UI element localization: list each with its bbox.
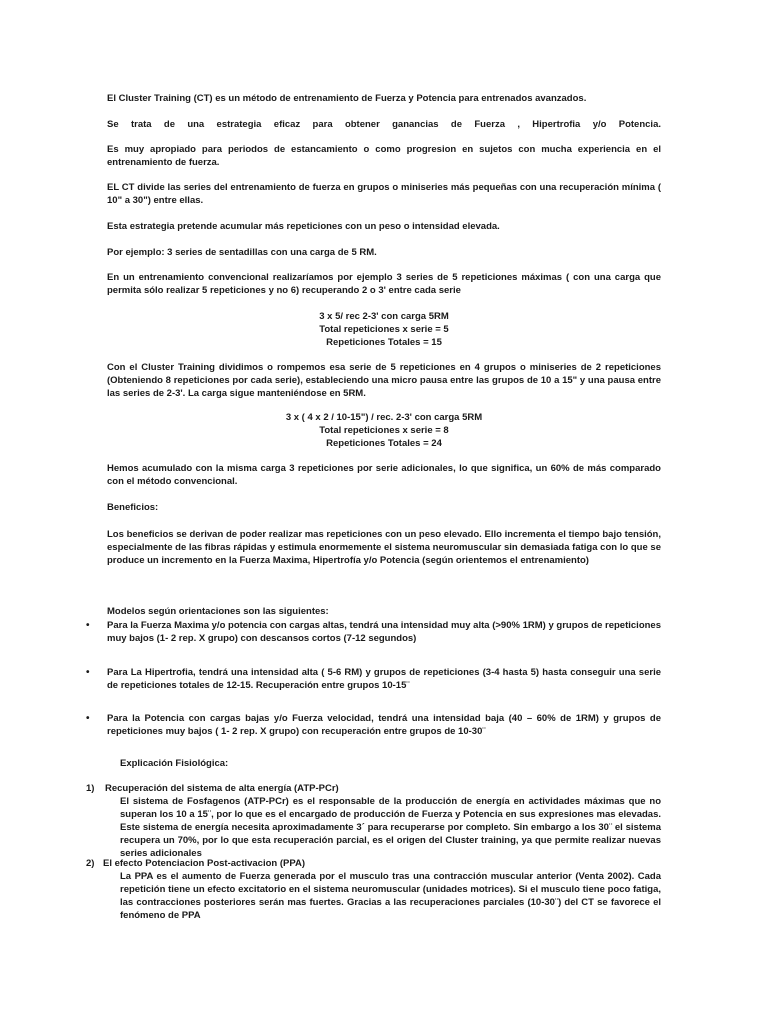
cluster-paragraph: Con el Cluster Training dividimos o rompemos esa serie de 5 repeticiones en 4 grupos o miniseries de 2 repeticiones (Obteniendo 8 repeticiones por cada serie), estableciendo una micro pausa entre las grupos de 10 a 15" y una pausa entre las series de 2-3'. La carga sigue manteniéndose en 5RM. xyxy=(107,362,661,400)
physiology-heading: Explicación Fisiológica: xyxy=(120,758,229,769)
ppa-body: La PPA es el aumento de Fuerza generada por el musculo tras una contracción muscular anterior (Venta 2002). Cada repetición tiene un efecto excitatorio en el sistema neuromuscular (unidades motrices). Si el musculo tiene poco fatiga, las contracciones posteriores serán mas fuertes. Gracias a las recuperaciones parciales (10-30¨) del CT se favorece el fenómeno de PPA xyxy=(120,871,661,921)
ct-divides-paragraph: EL CT divide las series del entrenamiento de fuerza en grupos o miniseries más pequeñas con una recuperación mínima ( 10" a 30") entre ellas. xyxy=(107,182,661,207)
list-number: 1) xyxy=(86,783,95,794)
formula-line: Repeticiones Totales = 15 xyxy=(326,337,442,348)
intro-paragraph: El Cluster Training (CT) es un método de entrenamiento de Fuerza y Potencia para entrenados avanzados. xyxy=(107,93,587,104)
example-paragraph: Por ejemplo: 3 series de sentadillas con una carga de 5 RM. xyxy=(107,247,377,258)
accumulated-paragraph: Hemos acumulado con la misma carga 3 repeticiones por serie adicionales, lo que significa, un 60% de más comparado con el método convencional. xyxy=(107,463,661,488)
model-strength-item: Para la Fuerza Maxima y/o potencia con cargas altas, tendrá una intensidad muy alta (>90% 1RM) y grupos de repeticiones muy bajos (1- 2 rep. X grupo) con descansos cortos (7-12 segundos) xyxy=(107,620,661,645)
model-power-item: Para la Potencia con cargas bajas y/o Fuerza velocidad, tendrá una intensidad baja (40 – 60% de 1RM) y grupos de repeticiones muy bajos ( 1- 2 rep. X grupo) con recuperación entre grupos de 10-30¨ xyxy=(107,713,661,738)
bullet-icon: • xyxy=(86,667,90,678)
conventional-paragraph: En un entrenamiento convencional realizaríamos por ejemplo 3 series de 5 repeticiones máximas ( con una carga que permita sólo realizar 5 repeticiones y no 6) recuperando 2 o 3' entre cada serie xyxy=(107,272,661,297)
formula-line: 3 x 5/ rec 2-3' con carga 5RM xyxy=(319,311,449,322)
bullet-icon: • xyxy=(86,713,90,724)
models-heading: Modelos según orientaciones son las siguientes: xyxy=(107,606,329,617)
formula-line: Repeticiones Totales = 24 xyxy=(326,438,442,449)
energy-system-body: El sistema de Fosfagenos (ATP-PCr) es el responsable de la producción de energía en actividades máximas que no superan los 10 a 15¨, por lo que es el encargado de producción de Fuerza y Potencia en sus expresiones mas elevadas. Este sistema de energía necesita aproximadamente 3´ para recuperarse por completo. Sin embargo a los 30¨ el sistema recupera un 70%, por lo que esta recuperación parcial, es el origen del Cluster training, ya que permite realizar nuevas series adicionales xyxy=(120,796,661,859)
formula-conventional xyxy=(107,310,661,349)
formula-line: Total repeticiones x serie = 5 xyxy=(319,324,449,335)
formula-line: 3 x ( 4 x 2 / 10-15") / rec. 2-3' con carga 5RM xyxy=(285,412,483,423)
formula-line: Total repeticiones x serie = 8 xyxy=(319,425,449,436)
strategy-goal-paragraph: Esta estrategia pretende acumular más repeticiones con un peso o intensidad elevada. xyxy=(107,221,500,232)
list-number: 2) xyxy=(86,858,95,869)
stagnation-paragraph: Es muy apropiado para periodos de estancamiento o como progresion en sujetos con mucha experiencia en el entrenamiento de fuerza. xyxy=(107,144,661,169)
formula-cluster xyxy=(107,411,661,450)
model-hypertrophy-item: Para La Hipertrofia, tendrá una intensidad alta ( 5-6 RM) y grupos de repeticiones (3-4 hasta 5) hasta conseguir una serie de repeticiones totales de 12-15. Recuperación entre grupos 10-15¨ xyxy=(107,667,661,692)
energy-system-title: Recuperación del sistema de alta energía (ATP-PCr) xyxy=(105,783,339,794)
benefits-heading: Beneficios: xyxy=(107,502,159,513)
ppa-title: El efecto Potenciacion Post-activacion (PPA) xyxy=(103,858,306,869)
bullet-icon: • xyxy=(86,620,90,631)
benefits-paragraph: Los beneficios se derivan de poder realizar mas repeticiones con un peso elevado. Ello incrementa el tiempo bajo tensión, especialmente de las fibras rápidas y estimula enormemente el sistema neuromuscular sin demasiada fatiga con lo que se produce un incremento en la Fuerza Maxima, Hipertrofía y/o Potencia (según orientemos el entrenamiento) xyxy=(107,529,661,567)
strategy-paragraph: Se trata de una estrategia eficaz para obtener ganancias de Fuerza , Hipertrofia y/o Potencia. xyxy=(107,119,661,130)
